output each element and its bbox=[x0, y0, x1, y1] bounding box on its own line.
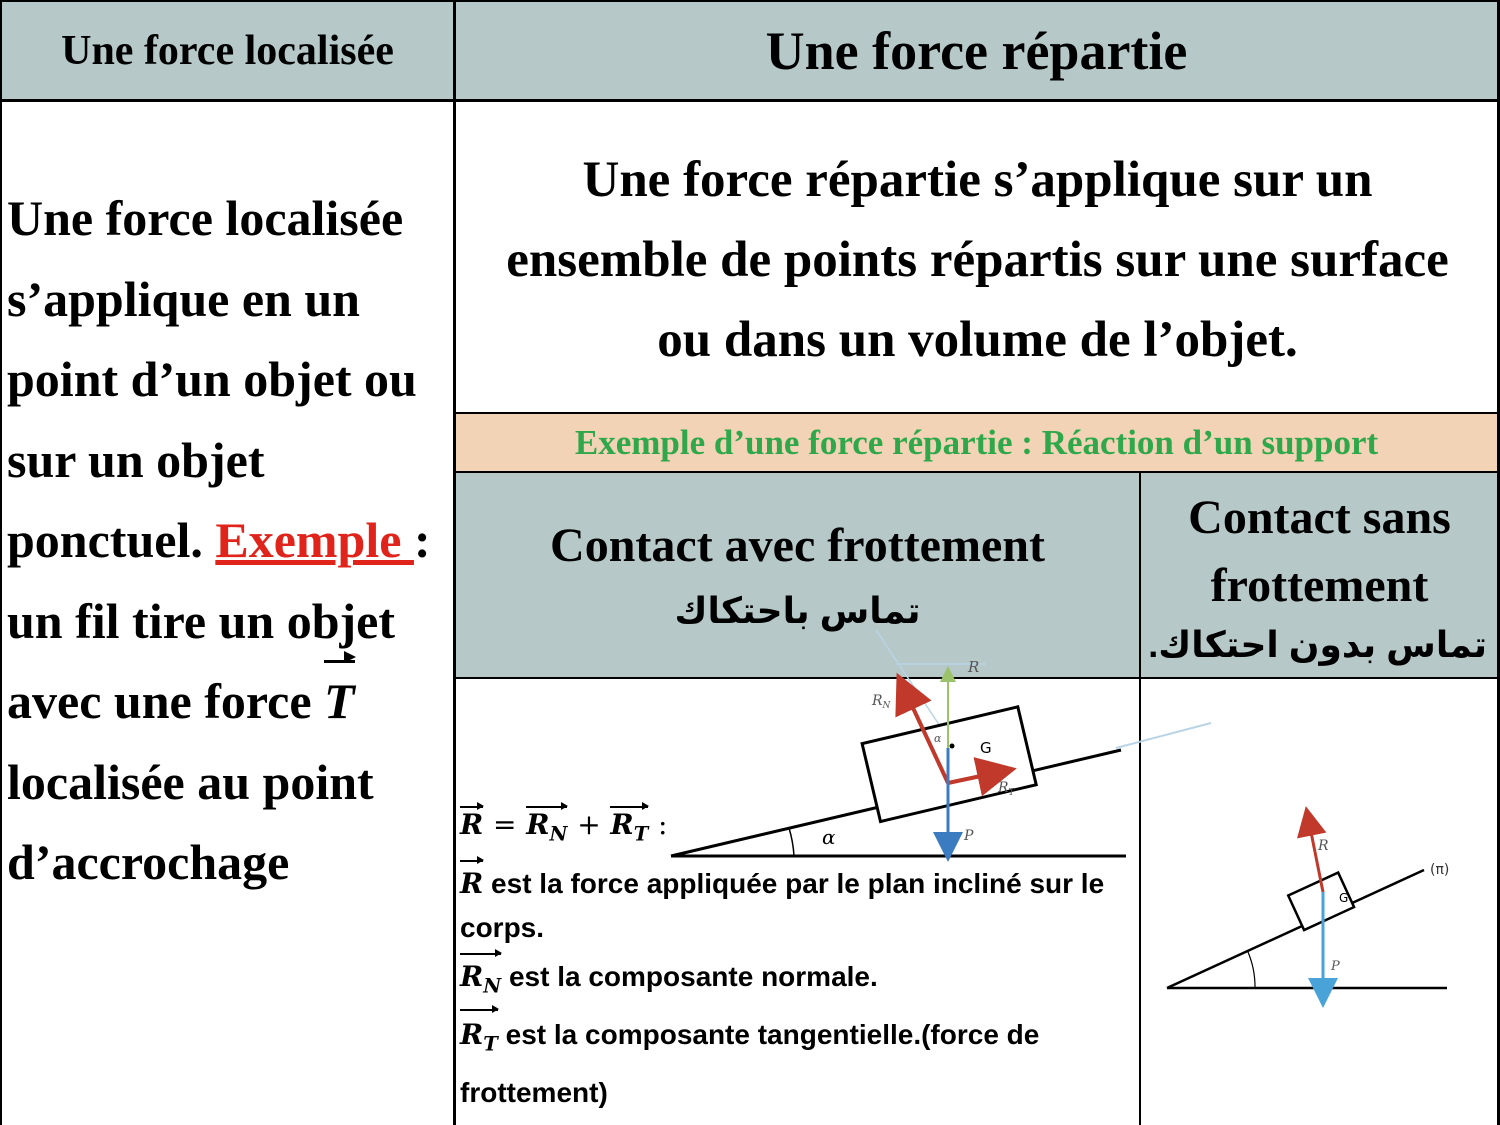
grid-banner-bottom bbox=[455, 471, 1500, 473]
normal-description: $R_N$ est la composante normale. bbox=[460, 955, 1135, 1009]
diagram-no-friction bbox=[1142, 790, 1497, 1020]
reaction-description: R est la force appliquée par le plan incliné sur le corps. bbox=[460, 862, 1135, 950]
friction-title: Contact avec frottement bbox=[550, 519, 1045, 572]
no-friction-title: Contact sans frottement bbox=[1188, 491, 1451, 612]
gravity-center bbox=[950, 744, 955, 749]
example-banner-text: Exemple d’une force répartie : Réaction d’un support bbox=[574, 422, 1379, 462]
r-label-2: R bbox=[1318, 838, 1329, 854]
example-text-2: localisée au point d’accrochage bbox=[7, 753, 374, 890]
tension-vector: T bbox=[324, 661, 355, 742]
g-label-2: G bbox=[1339, 891, 1349, 905]
alpha-label: α bbox=[822, 825, 836, 849]
localized-definition: Une force localisée s’applique en un point d’un objet ou sur un objet ponctuel. bbox=[7, 190, 417, 568]
p-label: P bbox=[964, 828, 974, 844]
slope-extension-line bbox=[1116, 723, 1211, 748]
grid-header-bottom bbox=[0, 99, 1500, 102]
header-localized-label: Une force localisée bbox=[61, 27, 394, 74]
angle-arc-2 bbox=[1248, 952, 1255, 988]
reaction-formula: $R = R_N + R_T$ : bbox=[460, 808, 668, 846]
example-text-1: : un fil tire un objet avec une force bbox=[7, 512, 431, 729]
alpha1-label: α bbox=[934, 732, 942, 745]
distributed-definition: Une force répartie s’applique sur un ensemble de points répartis sur une surface ou dans un volume de l’objet. bbox=[506, 152, 1449, 368]
no-friction-arabic: تماس بدون احتكاك. bbox=[1148, 624, 1487, 665]
pi-label: (π) bbox=[1430, 862, 1450, 878]
friction-arabic: تماس باحتكاك bbox=[674, 590, 921, 631]
rt-label: $R_T$ bbox=[998, 780, 1015, 798]
p-label-2: P bbox=[1331, 959, 1340, 974]
rn-label: $R_N$ bbox=[872, 693, 891, 711]
header-distributed-label: Une force répartie bbox=[765, 20, 1188, 81]
construction-line bbox=[876, 630, 946, 735]
incline-line-2 bbox=[1167, 870, 1424, 988]
tangential-description: $R_T$ est la composante tangentielle.(force de frottement) bbox=[460, 1011, 1135, 1117]
example-label: Exemple bbox=[215, 512, 414, 568]
localized-definition-block bbox=[7, 178, 447, 903]
g-label: G bbox=[980, 739, 992, 757]
grid-left bbox=[0, 0, 2, 1125]
r-label: R bbox=[968, 658, 980, 676]
alpha-arc bbox=[789, 828, 794, 856]
